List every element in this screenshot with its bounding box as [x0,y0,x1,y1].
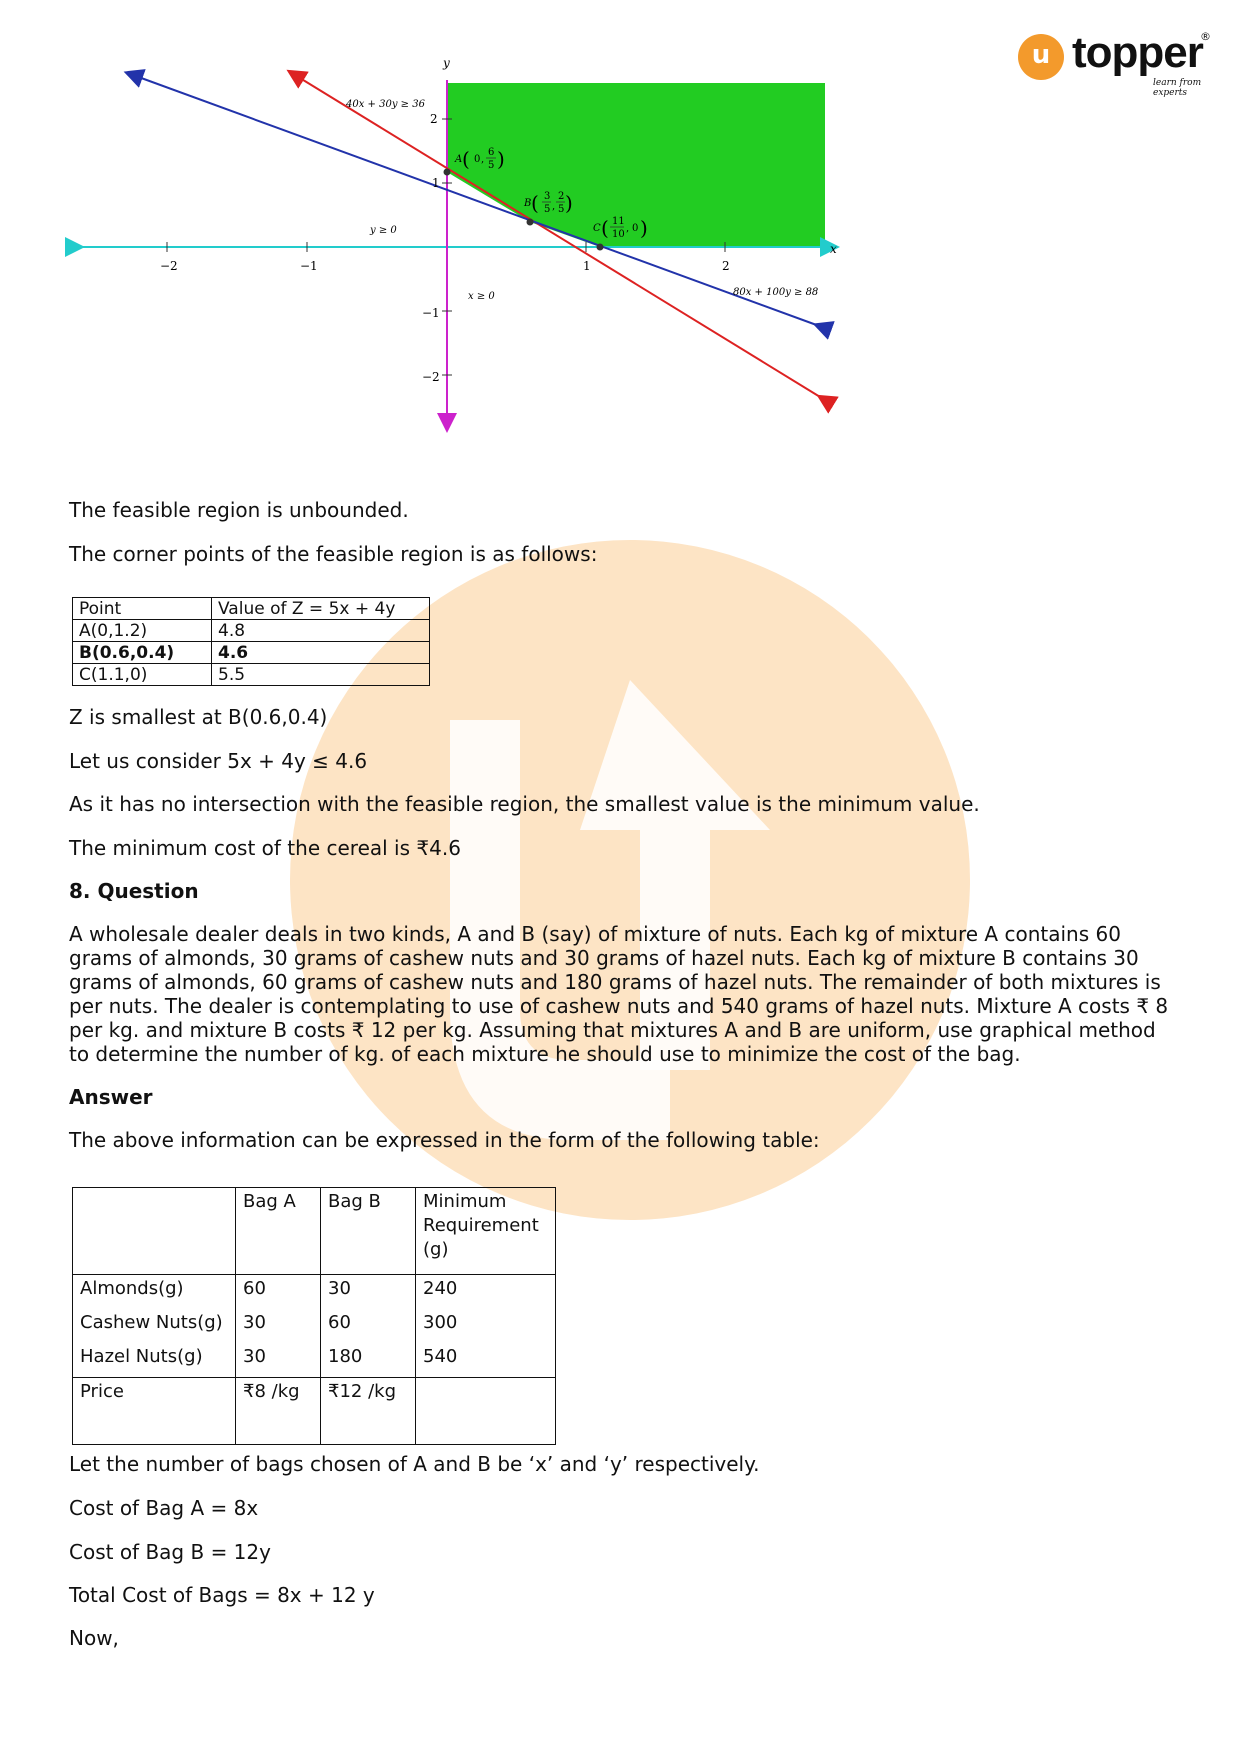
z-smallest-text: Z is smallest at B(0.6,0.4) [69,705,328,729]
svg-text:11: 11 [612,216,625,227]
svg-text:5: 5 [544,204,551,215]
cost-bag-a: Cost of Bag A = 8x [69,1496,259,1520]
svg-text:3: 3 [544,191,551,202]
svg-text:5: 5 [558,204,565,215]
svg-text:6: 6 [488,147,495,158]
table-header-row [73,1188,556,1275]
table-cell: ₹8 /kg [236,1378,321,1445]
logo-mark: u [1031,40,1051,70]
y-tick-1: 1 [432,176,440,190]
table-intro-text: The above information can be expressed in the form of the following table: [69,1128,820,1152]
now-text: Now, [69,1626,119,1650]
svg-text:): ) [565,191,573,215]
svg-text:C: C [593,223,601,234]
question-heading: 8. Question [69,879,199,903]
table-header-cell: Bag B [321,1188,416,1275]
table-cell: 540 [416,1343,556,1378]
svg-text:(: ( [462,147,470,171]
table-cell [416,1378,556,1445]
nuts-mixture-table [72,1187,556,1445]
point-c-dot [597,244,604,251]
corner-points-intro: The corner points of the feasible region is as follows: [69,542,598,566]
cost-bag-b: Cost of Bag B = 12y [69,1540,271,1564]
logo-registered: ® [1200,30,1211,43]
table-cell: 180 [321,1343,416,1378]
table-cell: 30 [321,1275,416,1310]
x-axis-label: x [830,242,837,256]
svg-text:A: A [455,154,463,165]
red-line-label: 40x + 30y ≥ 36 [346,99,425,110]
y-tick-neg1: −1 [422,306,440,320]
table-cell: Almonds(g) [73,1275,236,1310]
logo-tagline: learn from experts [1153,78,1202,98]
svg-text:2: 2 [558,191,565,202]
total-cost-text: Total Cost of Bags = 8x + 12 y [69,1583,375,1607]
topper-logo [1018,28,1218,98]
table-header-row [73,598,430,620]
unbounded-text: The feasible region is unbounded. [69,498,409,522]
no-intersection-text: As it has no intersection with the feasible region, the smallest value is the minimum value. [69,792,980,816]
table-cell: 60 [321,1309,416,1343]
svg-text:10: 10 [612,229,625,240]
point-a-dot [444,169,451,176]
table-cell: Hazel Nuts(g) [73,1343,236,1378]
table-header-cell: Bag A [236,1188,321,1275]
svg-text:): ) [497,147,505,171]
table-cell: A(0,1.2) [73,620,212,642]
table-header-cell: Minimum Requirement (g) [416,1188,556,1275]
table-cell: 30 [236,1309,321,1343]
let-number-text: Let the number of bags chosen of A and B be ‘x’ and ‘y’ respectively. [69,1452,760,1476]
feasible-region-graph [60,55,940,475]
svg-text:0: 0 [632,223,639,234]
table-cell: 240 [416,1275,556,1310]
table-header-cell: Value of Z = 5x + 4y [212,598,430,620]
svg-text:B: B [524,198,532,209]
min-cost-text: The minimum cost of the cereal is ₹4.6 [69,836,461,860]
y-tick-2: 2 [430,112,438,126]
table-cell: B(0.6,0.4) [73,642,212,664]
table-header-cell: Point [73,598,212,620]
table-cell: Cashew Nuts(g) [73,1309,236,1343]
table-cell: 5.5 [212,664,430,686]
svg-text:(: ( [531,191,539,215]
x-tick-neg1: −1 [300,259,318,273]
corner-points-table [72,597,430,686]
answer-heading: Answer [69,1085,153,1109]
table-row [73,1275,556,1310]
x-tick-1: 1 [583,259,591,273]
logo-circle [1018,34,1064,80]
svg-text:,: , [481,154,485,165]
table-row [73,620,430,642]
question-body: A wholesale dealer deals in two kinds, A and B (say) of mixture of nuts. Each kg of mixture A contains 60 grams of almonds, 30 grams of cashew nuts and 30 grams of hazel nuts. Each kg of mixture B contains 30 grams of almonds, 60 grams of cashew nuts and 180 grams of hazel nuts. The remainder of both mixtures is per nuts. The dealer is contemplating to use of cashew nuts and 540 grams of hazel nuts. Mixture A costs ₹ 8 per kg. and mixture B costs ₹ 12 per kg. Assuming that mixtures A and B are uniform, use graphical method to determine the number of kg. of each mixture he should use to minimize the cost of the bag. [69,922,1169,1066]
x-tick-neg2: −2 [160,259,178,273]
table-cell: 4.8 [212,620,430,642]
svg-text:5: 5 [488,160,495,171]
table-cell: C(1.1,0) [73,664,212,686]
logo-wordmark: topper [1072,28,1203,77]
y-tick-neg2: −2 [422,370,440,384]
x-tick-2: 2 [722,259,730,273]
table-header-cell [73,1188,236,1275]
blue-line-label: 80x + 100y ≥ 88 [733,287,819,298]
svg-text:(: ( [601,216,609,240]
svg-text:,: , [626,223,630,234]
table-cell: 300 [416,1309,556,1343]
table-cell: 30 [236,1343,321,1378]
table-row [73,664,430,686]
table-cell: 4.6 [212,642,430,664]
svg-text:,: , [552,201,556,212]
table-cell: 60 [236,1275,321,1310]
table-row [73,1343,556,1378]
y-nonneg-label: y ≥ 0 [370,225,397,236]
x-nonneg-label: x ≥ 0 [468,291,495,302]
table-row [73,1309,556,1343]
table-cell: ₹12 /kg [321,1378,416,1445]
table-cell: Price [73,1378,236,1445]
svg-text:): ) [640,216,648,240]
table-row [73,1378,556,1445]
table-row [73,642,430,664]
consider-text: Let us consider 5x + 4y ≤ 4.6 [69,749,368,773]
svg-text:0: 0 [474,154,481,165]
point-b-dot [527,219,534,226]
y-axis-label: y [443,56,450,70]
